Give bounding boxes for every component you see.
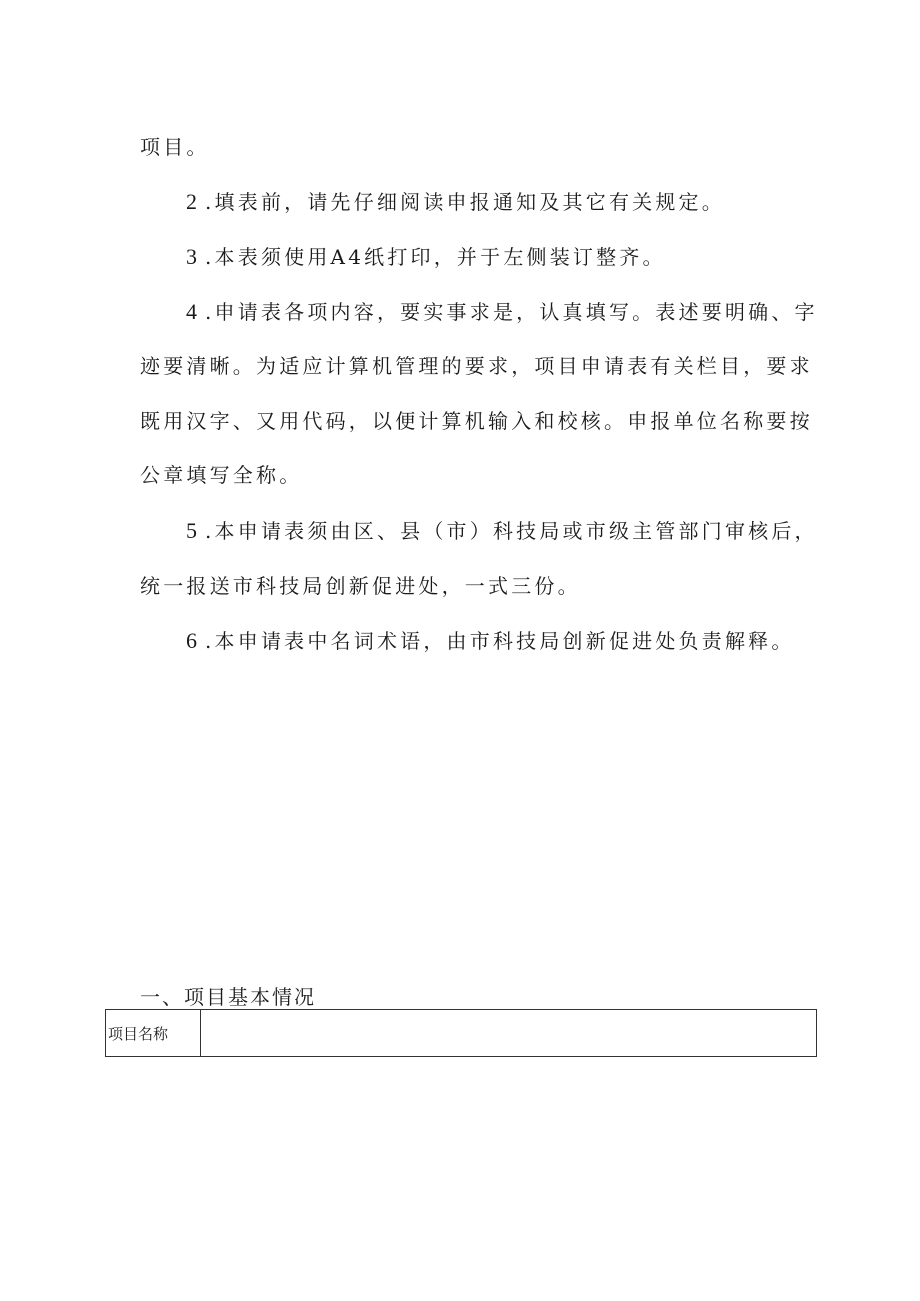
- project-name-field[interactable]: [201, 1010, 817, 1057]
- item-text: .本申请表须由区、县（市）科技局或市级主管部门审核后，: [205, 519, 818, 543]
- item-text: .本表须使用A4纸打印，并于左侧装订整齐。: [205, 245, 666, 269]
- table-row: [106, 1010, 817, 1057]
- item-number: 6: [186, 628, 197, 653]
- item-number: 2: [186, 189, 197, 214]
- instruction-item-2: [186, 190, 725, 214]
- item-number: 4: [186, 299, 197, 324]
- project-name-label: 项目名称: [106, 1010, 201, 1057]
- project-info-table: [105, 1009, 817, 1057]
- instruction-item-4-line-3: 既用汉字、又用代码，以便计算机输入和校核。申报单位名称要按: [140, 409, 813, 433]
- item-text: .填表前，请先仔细阅读申报通知及其它有关规定。: [205, 190, 725, 214]
- item-text: .本申请表中名词术语，由市科技局创新促进处负责解释。: [205, 629, 795, 653]
- instruction-item-5-line-2: 统一报送市科技局创新促进处，一式三份。: [140, 574, 581, 598]
- item-number: 3: [186, 244, 197, 269]
- instruction-item-5: [186, 519, 818, 543]
- instruction-item-6: [186, 629, 795, 653]
- instruction-item-4-line-4: 公章填写全称。: [140, 463, 303, 487]
- instruction-item-4-line-2: 迹要清晰。为适应计算机管理的要求，项目申请表有关栏目，要求: [140, 354, 813, 378]
- instruction-item-3: [186, 245, 666, 269]
- intro-tail: 项目。: [140, 135, 210, 159]
- instruction-item-4: [186, 300, 818, 324]
- section-title: 一、项目基本情况: [140, 985, 316, 1009]
- item-text: .申请表各项内容，要实事求是，认真填写。表述要明确、字: [205, 300, 818, 324]
- item-number: 5: [186, 518, 197, 543]
